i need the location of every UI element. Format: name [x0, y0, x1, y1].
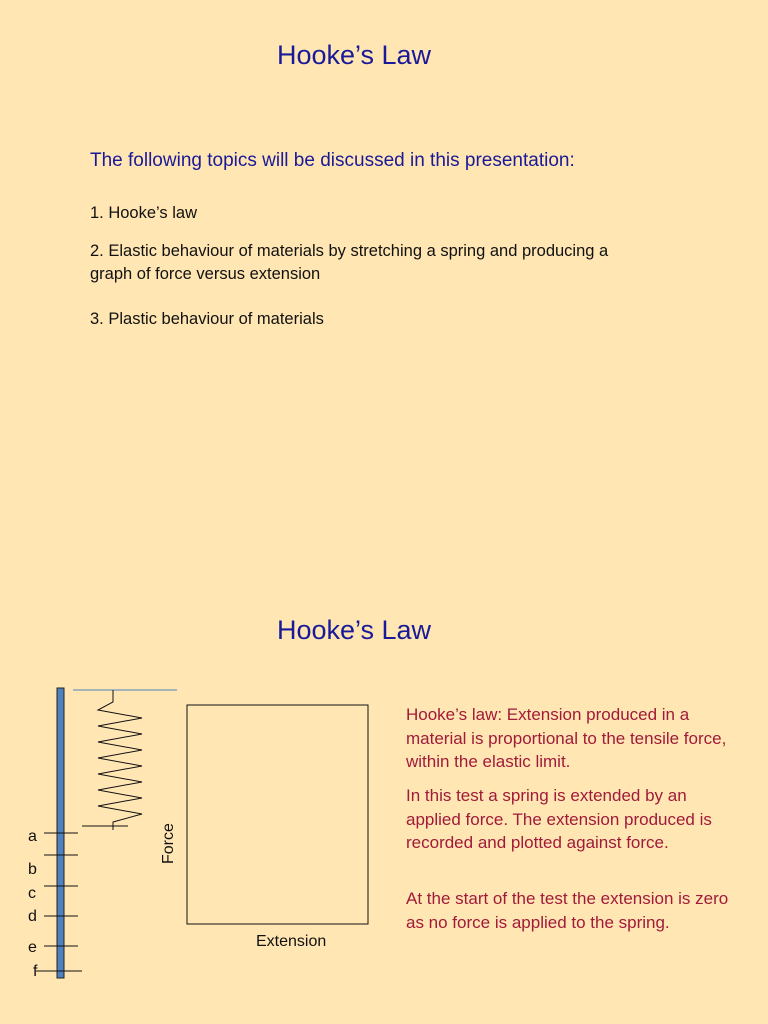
scale-label-e: e [28, 939, 37, 956]
slide-2-title: Hooke’s Law [276, 615, 432, 645]
slide-1-title: Hooke’s Law [276, 40, 432, 70]
topic-item: 1. Hooke’s law [90, 204, 198, 222]
test-description: In this test a spring is extended by an applied force. The extension produced is recorded and plotted against force. [406, 786, 712, 852]
graph-axes-box [187, 705, 368, 924]
scale-label-c: c [28, 885, 36, 902]
graph-y-label: Force [160, 823, 177, 864]
scale-label-f: f [33, 963, 38, 980]
graph-x-label: Extension [256, 933, 327, 950]
intro-text: The following topics will be discussed in this presentation: [90, 150, 575, 171]
scale-label-a: a [28, 828, 37, 845]
spring [98, 690, 142, 830]
start-condition: At the start of the test the extension is zero as no force is applied to the spring. [406, 889, 729, 932]
scale-label-d: d [28, 908, 37, 925]
topic-item: 2. Elastic behaviour of materials by stretching a spring and producing a graph of force versus extension [90, 242, 609, 283]
scale-label-b: b [28, 861, 37, 878]
topic-item: 3. Plastic behaviour of materials [90, 310, 324, 328]
spring-diagram [0, 680, 390, 990]
hookes-law-definition: Hooke’s law: Extension produced in a material is proportional to the tensile force, within the elastic limit. [406, 705, 727, 771]
